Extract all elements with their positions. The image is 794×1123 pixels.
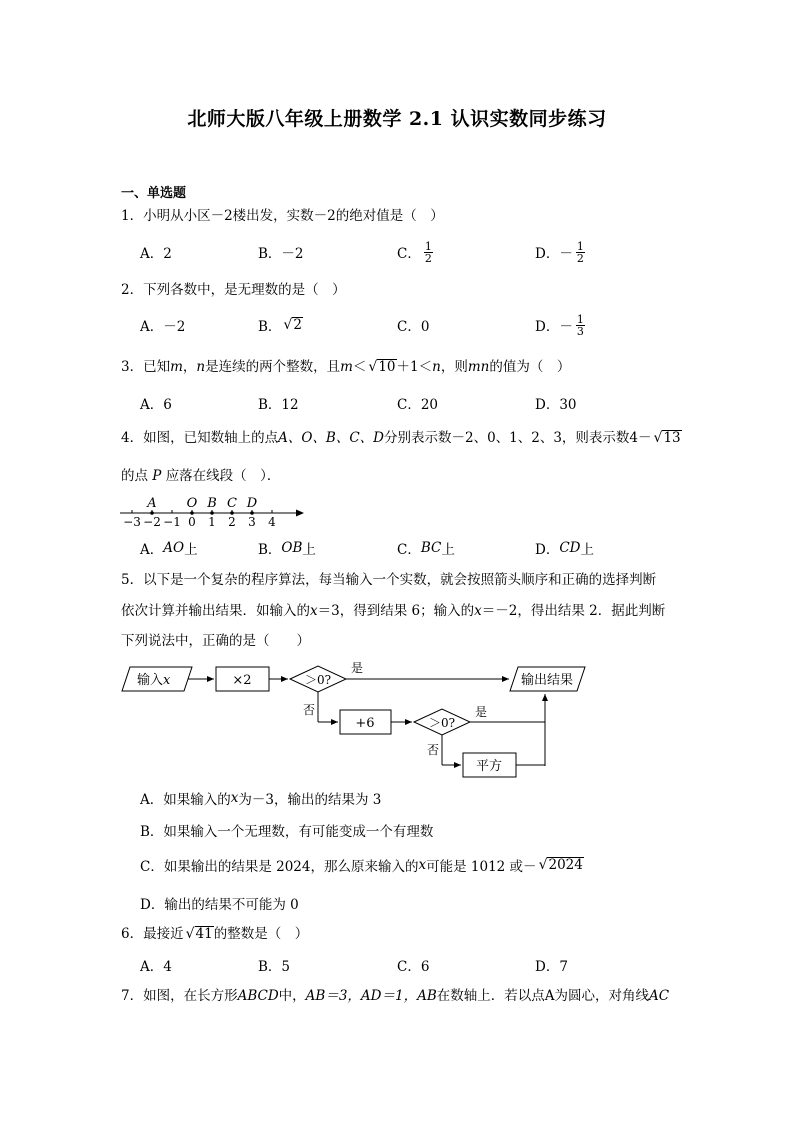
question-3-options	[140, 390, 700, 416]
question-4-stem	[121, 428, 682, 448]
question-3-stem	[121, 357, 570, 377]
point-label: O	[186, 496, 198, 511]
section-heading: 一、单选题	[121, 186, 187, 201]
option-label: D．	[535, 542, 560, 558]
point-marker	[230, 511, 234, 515]
fraction-numerator: 1	[424, 239, 432, 253]
variable: ABCD	[237, 988, 279, 1004]
option-d: D．30	[535, 397, 577, 413]
text: ＝3，得到结果 6；输入的	[317, 603, 475, 619]
option-d-label: D．－	[535, 319, 573, 335]
tick-label: −1	[163, 515, 181, 529]
variable: AB＝3，AD＝1，AB	[305, 988, 437, 1004]
segment: OB	[281, 540, 303, 556]
fraction-denominator: 2	[576, 251, 584, 265]
fraction-numerator: 1	[576, 312, 584, 326]
option-a: A．4	[140, 959, 172, 975]
option-b: B．5	[258, 959, 291, 975]
square-root: √ 10	[368, 359, 396, 375]
yes-label: 是	[475, 705, 488, 719]
square-root: √ 41	[185, 926, 213, 942]
tick-label: −2	[143, 515, 161, 529]
radicand: 10	[378, 359, 396, 375]
option-c	[397, 239, 433, 265]
tick-label: 0	[188, 515, 196, 529]
question-6-options	[140, 952, 700, 978]
question-1-stem: 1．小明从小区－2楼出发，实数－2的绝对值是（ ）	[121, 208, 444, 224]
segment: CD	[559, 540, 581, 556]
question-4-options	[140, 535, 700, 561]
fraction-denominator: 2	[424, 251, 432, 265]
option-d-label: D．－	[535, 246, 573, 262]
question-7-stem	[121, 986, 669, 1006]
variable: m	[340, 359, 353, 375]
text: 6．最接近	[121, 926, 184, 942]
option-c: C．20	[397, 397, 439, 413]
text: 是连续的两个整数，且	[205, 359, 341, 375]
text: 的整数是（ ）	[213, 926, 309, 942]
times-two-label: ×2	[232, 673, 252, 688]
question-5-option-d: D．输出的结果不可能为 0	[140, 897, 299, 913]
variable: x	[310, 603, 318, 619]
text: 上	[184, 542, 198, 558]
axis-arrow-icon	[296, 510, 304, 517]
option-d	[535, 312, 585, 338]
segment: AO	[163, 540, 185, 556]
option-b	[258, 535, 316, 561]
input-label: 输入x	[137, 673, 171, 688]
variable: n	[196, 359, 206, 375]
text: A．如果输入的	[140, 792, 231, 808]
point-label: C	[227, 496, 237, 511]
page-title: 北师大版八年级上册数学 2.1 认识实数同步练习	[187, 108, 607, 130]
question-5-option-b: B．如果输入一个无理数，有可能变成一个有理数	[140, 824, 434, 840]
question-5-stem-line-3: 下列说法中，正确的是（ ）	[121, 633, 310, 649]
question-4-stem-line-2	[121, 466, 280, 486]
option-d	[535, 535, 594, 561]
no-label: 否	[427, 743, 440, 757]
text: 上	[441, 542, 455, 558]
point-label: A	[147, 496, 157, 511]
square-root: √ 13	[653, 430, 681, 446]
option-label: B．	[258, 542, 282, 558]
fraction	[576, 314, 585, 337]
tick-label: 1	[208, 515, 216, 529]
point-marker	[150, 511, 154, 515]
option-b-label: B．	[258, 319, 282, 335]
flowchart-figure	[115, 656, 595, 781]
variable: x	[418, 857, 427, 873]
fraction-denominator: 3	[576, 324, 584, 338]
option-label: A．	[140, 542, 164, 558]
option-b: B．－2	[258, 246, 304, 262]
variable: P	[152, 468, 162, 484]
option-b: B．12	[258, 397, 299, 413]
text: 4．如图，已知数轴上的点	[121, 430, 279, 446]
option-c-label: C．	[397, 246, 421, 262]
option-a	[140, 535, 198, 561]
text: ，则	[440, 359, 468, 375]
question-5-stem-line-2	[121, 601, 665, 621]
text: ＜	[352, 359, 367, 375]
point-marker	[210, 511, 214, 515]
square-root: √ 2	[283, 317, 302, 333]
text: 上	[580, 542, 594, 558]
radicand: 41	[195, 926, 213, 942]
text: 依次计算并输出结果．如输入的	[121, 603, 310, 619]
decision-1-label: ＞0?	[304, 673, 332, 687]
variable: mn	[467, 359, 490, 375]
radicand: 13	[663, 430, 681, 446]
tick-label: 2	[228, 515, 236, 529]
question-2-stem: 2．下列各数中，是无理数的是（ ）	[121, 282, 346, 298]
yes-label: 是	[351, 661, 364, 675]
fraction-numerator: 1	[576, 239, 584, 253]
option-label: C．	[397, 542, 421, 558]
option-d	[535, 239, 585, 265]
no-label: 否	[303, 703, 316, 717]
text: 7．如图，在长方形	[121, 988, 238, 1004]
text: 上	[302, 542, 316, 558]
radicand: 2	[293, 317, 302, 333]
option-c	[397, 535, 455, 561]
text: C．如果输出的结果是 2024，那么原来输入的	[140, 859, 419, 875]
option-a: A．6	[140, 397, 172, 413]
text: 可能是 1012 或－	[426, 859, 537, 875]
plus-six-label: +6	[355, 716, 375, 731]
question-6-stem	[121, 924, 308, 944]
option-a: A．－2	[140, 319, 186, 335]
text: 分别表示数－2、0、1、2、3，则表示数4－	[383, 430, 652, 446]
text: 在数轴上．若以点A为圆心，对角线	[436, 988, 650, 1004]
variable: n	[432, 359, 441, 375]
square-label: 平方	[475, 759, 503, 774]
question-2-options	[140, 312, 700, 338]
text: 中，	[278, 988, 306, 1004]
point-label: D	[246, 496, 258, 511]
tick-label: −3	[123, 515, 141, 529]
tick-label: 3	[248, 515, 256, 529]
output-label: 输出结果	[520, 673, 574, 688]
fraction	[424, 241, 433, 264]
question-5-option-c	[140, 855, 584, 875]
point-list: A、O、B、C、D	[278, 430, 384, 446]
number-line-figure	[118, 490, 308, 530]
question-5-stem-line-1: 5．以下是一个复杂的程序算法，每当输入一个实数，就会按照箭头顺序和正确的选择判断	[121, 572, 657, 588]
question-5-option-a	[140, 788, 381, 808]
option-b	[258, 312, 303, 338]
decision-2-label: ＞0?	[428, 716, 456, 730]
text: 3．已知	[121, 359, 171, 375]
tick-label: 4	[268, 515, 276, 529]
option-d: D．7	[535, 959, 568, 975]
radicand: 2024	[548, 857, 583, 873]
option-a: A．2	[140, 246, 172, 262]
question-1-options	[140, 239, 700, 265]
square-root: √ 2024	[538, 857, 583, 873]
text: 的值为（ ）	[489, 359, 571, 375]
option-c: C．0	[397, 319, 430, 335]
text: ＝－2，得出结果 2．据此判断	[481, 603, 666, 619]
variable: m	[170, 359, 183, 375]
option-c: C．6	[397, 959, 430, 975]
text: ，	[182, 359, 197, 375]
segment: BC	[420, 540, 442, 556]
text: 的点	[121, 468, 148, 484]
point-marker	[250, 511, 254, 515]
text: 应落在线段（ ）．	[165, 468, 281, 484]
fraction	[576, 241, 585, 264]
variable: AC	[649, 988, 670, 1004]
variable: x	[474, 603, 482, 619]
point-marker	[190, 511, 194, 515]
variable: x	[230, 790, 239, 806]
point-label: B	[207, 496, 217, 511]
text: ＋1＜	[396, 359, 433, 375]
text: 为－3，输出的结果为 3	[238, 792, 382, 808]
